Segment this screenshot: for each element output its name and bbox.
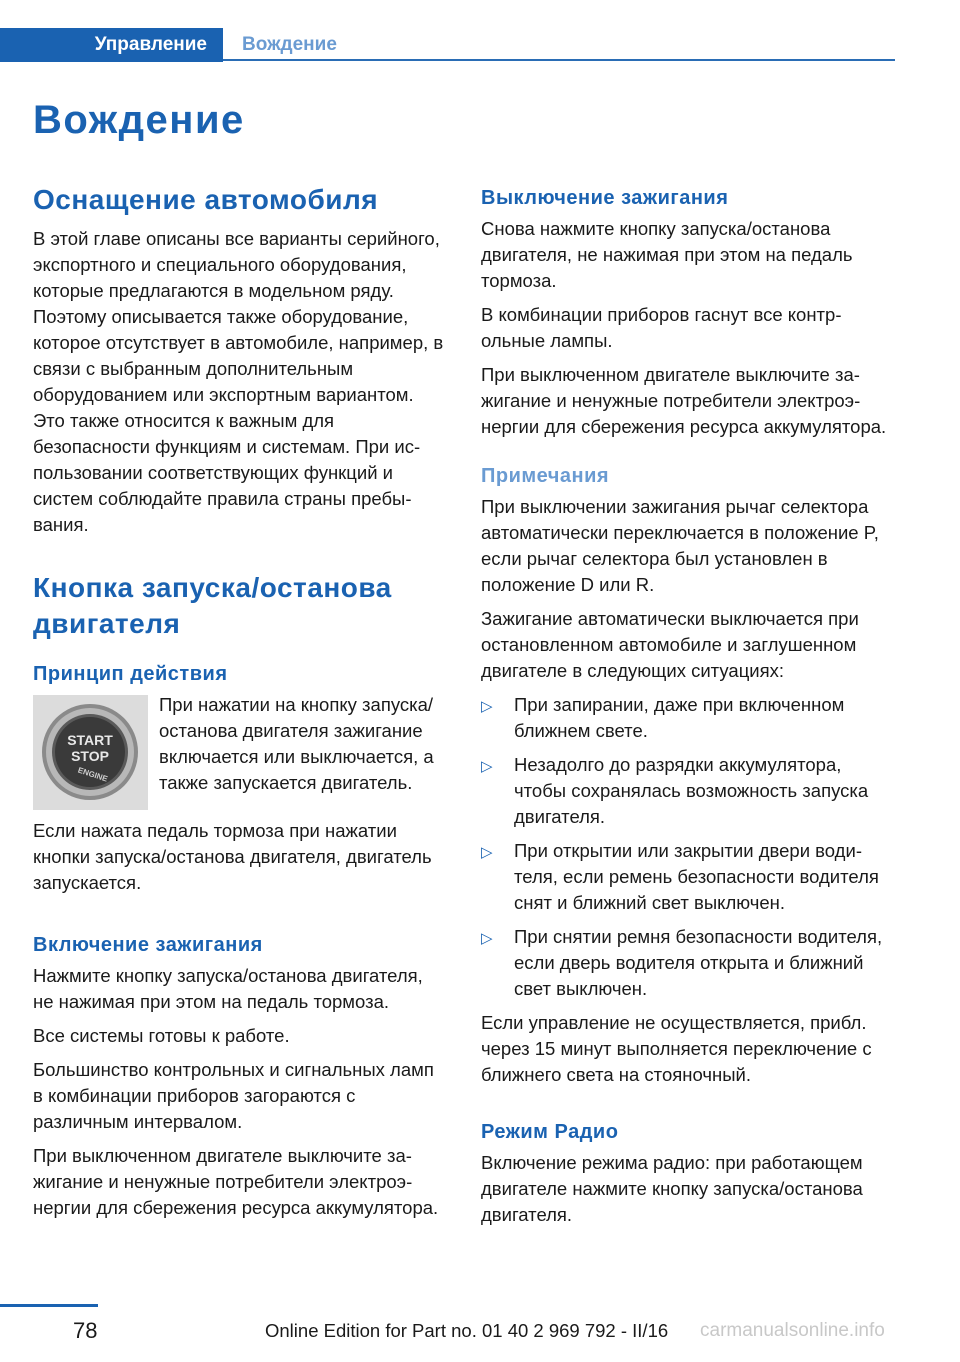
ignition-off-p2: В комбинации приборов гаснут все контрольные лампы. <box>481 304 842 351</box>
list-item: ▷ При запирании, даже при включенном ближнем свете. <box>481 694 845 741</box>
subsection-title-principle: Принцип действия <box>33 663 228 685</box>
button-label-start: START <box>67 732 113 748</box>
breadcrumb-tab-driving[interactable]: Вождение <box>242 34 337 55</box>
ignition-on-p4: При выключенном двигателе выключите зажигание и ненужные потребители электроэнергии для сбережения ресурса аккумулятора. <box>33 1145 439 1218</box>
principle-text: При нажатии на кнопку запуска/останова двигателя зажигание включается или выключается, а также запускается двигатель. <box>159 694 434 793</box>
header-rule <box>223 59 895 61</box>
ignition-on-p3: Большинство контрольных и сигнальных ламп в комбинации приборов загораются с различным интервалом. <box>33 1059 434 1132</box>
page-title: Вождение <box>33 98 245 142</box>
equipment-paragraph: В этой главе описаны все варианты серийного, экспортного и специального оборудования, которые предлагаются в модельном ряду. Поэтому описывается также оборудование, которое отсутствует в автомобиле, например, в связи с выбранным дополнительным оборудованием или экспортным вариантом. Это также относится к важным для безопасности функциям и системам. При использовании соответствующих функций и систем соблюдайте правила страны пребывания. <box>33 228 444 535</box>
notes-p3: Если управление не осуществляется, прибл. через 15 минут выполняется переключение с ближнего света на стояночный. <box>481 1012 872 1085</box>
header-bar <box>0 28 895 62</box>
section-title-start-stop: Кнопка запуска/останова двигателя <box>33 572 392 639</box>
edition-text: Online Edition for Part no. 01 40 2 969 792 - II/16 <box>265 1320 669 1341</box>
watermark: carmanualsonline.info <box>700 1320 885 1341</box>
list-item: ▷ При открытии или закрытии двери водителя, если ремень безопасности водителя снят и ближний свет выключен. <box>481 840 879 913</box>
button-label-engine: ENGINE <box>76 765 109 784</box>
section-title-equipment: Оснащение автомобиля <box>33 184 379 215</box>
ignition-off-p3: При выключенном двигателе выключите зажигание и ненужные потребители электроэнергии для сбережения ресурса аккумулятора. <box>481 364 887 437</box>
triangle-right-icon: ▷ <box>481 698 493 715</box>
notes-bullet-list <box>481 692 896 1002</box>
breadcrumb-tab-control[interactable]: Управление <box>0 28 223 62</box>
notes-p1: При выключении зажигания рычаг селектора автоматически переключается в положение P, если рычаг селектора был установлен в положение D или R. <box>481 496 879 595</box>
radio-p1: Включение режима радио: при работающем двигателе нажмите кнопку запуска/останова двигателя. <box>481 1152 863 1225</box>
list-item: ▷ При снятии ремня безопасности водителя, если дверь водителя открыта и ближний свет выключен. <box>481 926 883 999</box>
ignition-on-p2: Все системы готовы к работе. <box>33 1025 290 1046</box>
principle-figure <box>33 692 448 810</box>
principle-paragraph: Если нажата педаль тормоза при нажатии кнопки запуска/останова двигателя, двигатель запускается. <box>33 820 432 893</box>
list-item: ▷ Незадолго до разрядки аккумулятора, чтобы сохранялась возможность запуска двигателя. <box>481 754 869 827</box>
subsection-title-ignition-off: Выключение зажигания <box>481 187 729 209</box>
subsection-title-notes: Примечания <box>481 465 610 487</box>
right-column <box>481 182 896 1228</box>
subsection-title-ignition-on: Включение зажигания <box>33 934 263 956</box>
left-column <box>33 182 448 1221</box>
subsection-title-radio: Режим Радио <box>481 1121 619 1143</box>
start-stop-button-icon <box>33 695 148 810</box>
triangle-right-icon: ▷ <box>481 844 493 861</box>
footer-rule <box>0 1304 98 1307</box>
triangle-right-icon: ▷ <box>481 930 493 947</box>
button-label-stop: STOP <box>71 748 109 764</box>
notes-p2: Зажигание автоматически выключается при остановленном автомобиле и заглушенном двигателе в следующих ситуациях: <box>481 608 859 681</box>
ignition-off-p1: Снова нажмите кнопку запуска/останова двигателя, не нажимая при этом на педаль тормоза. <box>481 218 853 291</box>
page-number: 78 <box>73 1318 98 1343</box>
triangle-right-icon: ▷ <box>481 758 493 775</box>
ignition-on-p1: Нажмите кнопку запуска/останова двигателя, не нажимая при этом на педаль тормоза. <box>33 965 423 1012</box>
